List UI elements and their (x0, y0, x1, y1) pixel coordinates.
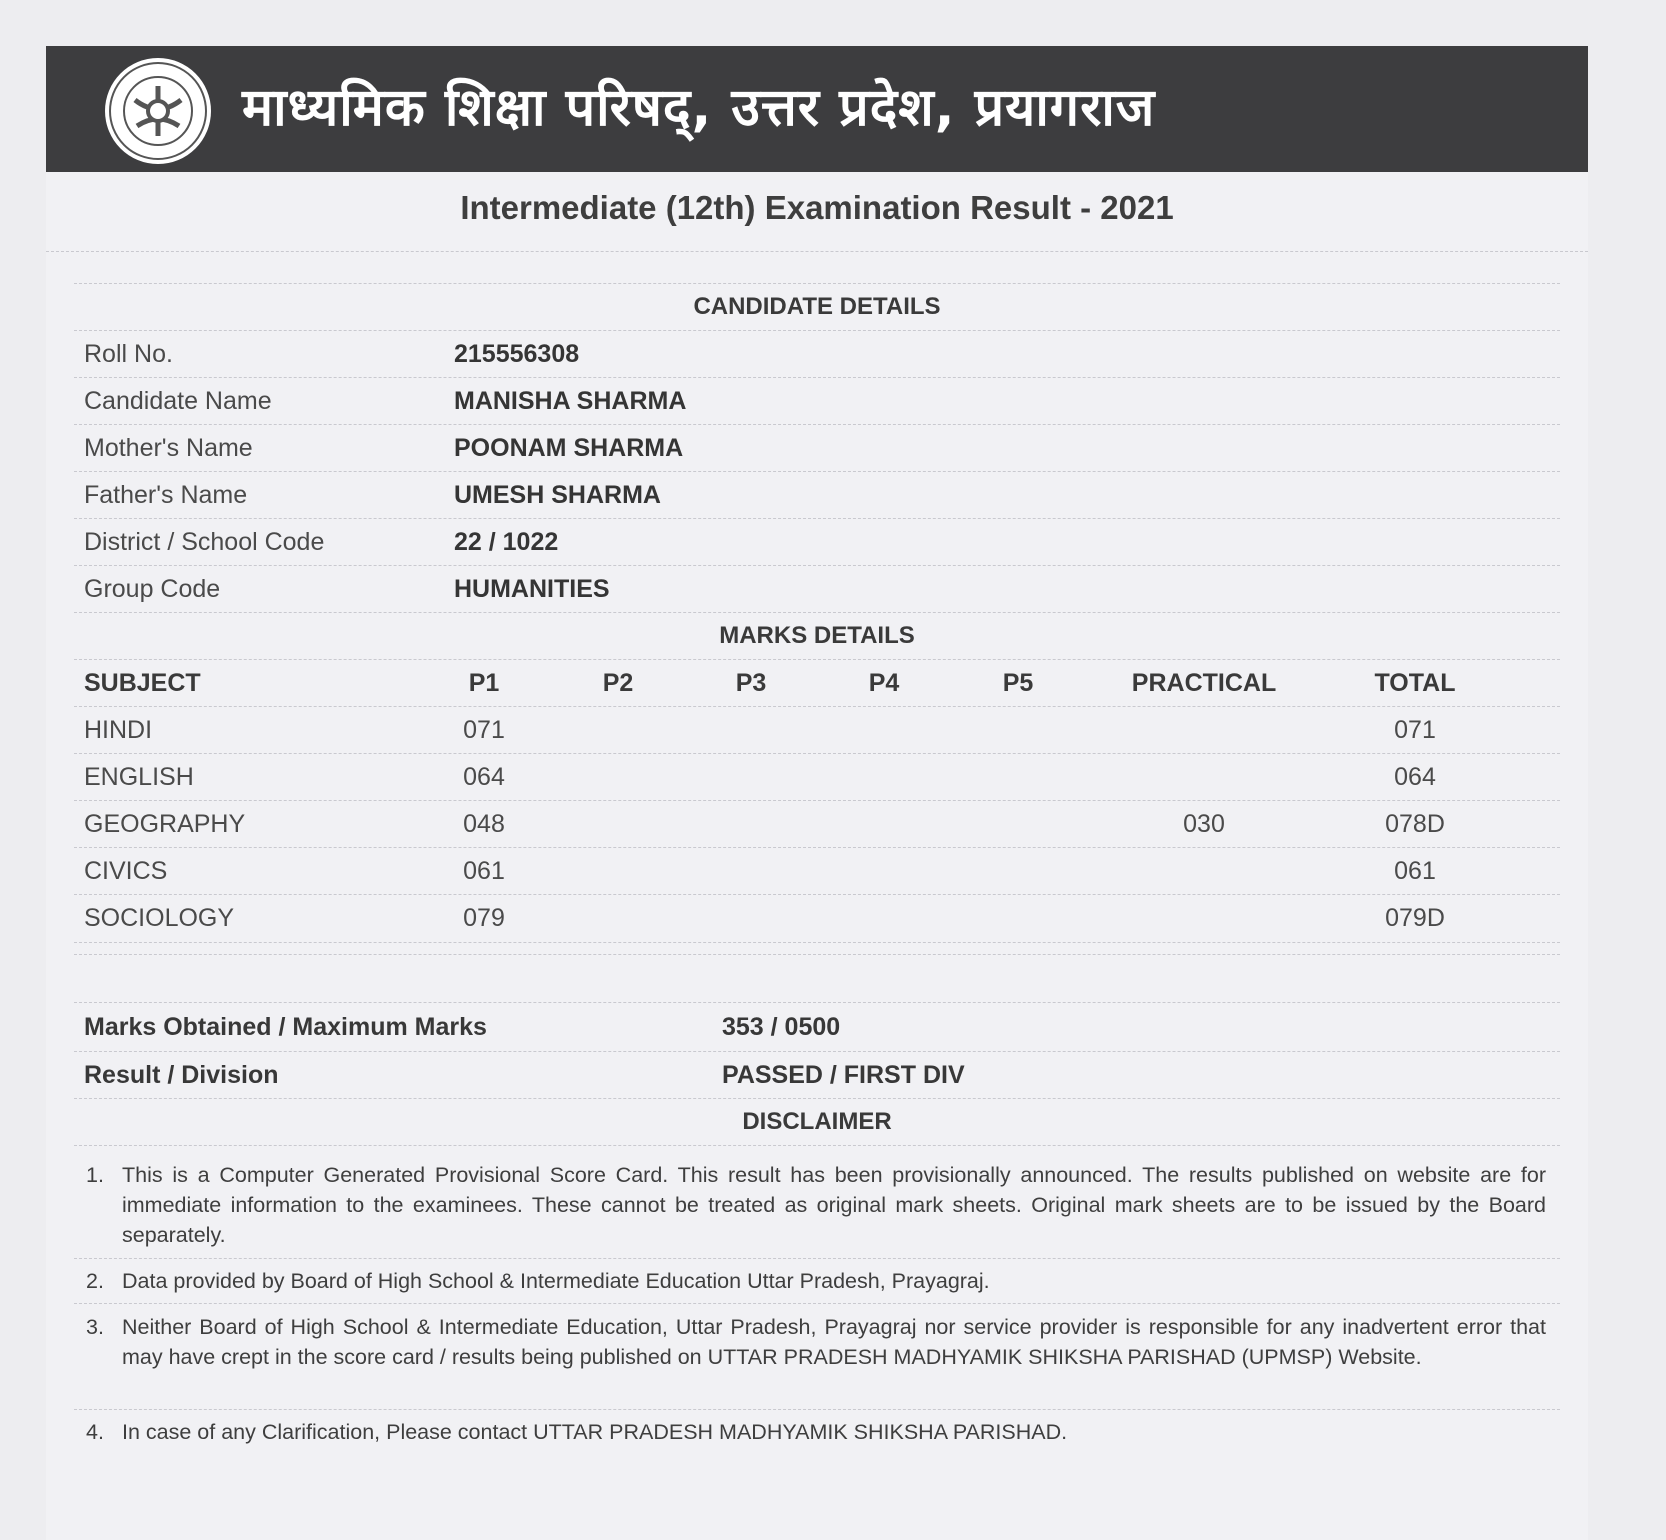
board-seal-icon (103, 56, 213, 166)
group-code-row (74, 566, 1560, 613)
subject-cell: ENGLISH (84, 763, 194, 791)
total-cell: 079D (1385, 904, 1445, 932)
divider (74, 1002, 1560, 1003)
district-school-row (74, 519, 1560, 566)
table-row (74, 707, 1560, 754)
disclaimer-text: Neither Board of High School & Intermediate Education, Uttar Pradesh, Prayagraj nor service provider is responsible for any inadvertent error that may have crept in the score card / results being published on UTTAR PRADESH MADHYAMIK SHIKSHA PARISHAD (UPMSP) Website. (122, 1315, 1546, 1369)
p1-cell: 064 (463, 763, 505, 791)
table-row (74, 754, 1560, 801)
marks-obtained-value: 353 / 0500 (722, 1013, 841, 1041)
disclaimer-item (86, 1160, 1546, 1250)
result-division-row (74, 1052, 1560, 1099)
field-value: 22 / 1022 (454, 528, 559, 556)
exam-title: Intermediate (12th) Examination Result - 2021 (460, 189, 1174, 226)
table-row (74, 848, 1560, 895)
field-value: POONAM SHARMA (454, 434, 684, 462)
field-value: UMESH SHARMA (454, 481, 661, 509)
roll-no-row (74, 331, 1560, 378)
divider (74, 942, 1560, 943)
column-header: PRACTICAL (1131, 669, 1277, 697)
total-cell: 064 (1394, 763, 1436, 791)
column-header: P5 (1002, 669, 1034, 697)
practical-cell: 030 (1183, 810, 1225, 838)
mother-name-row (74, 425, 1560, 472)
disclaimer-item (86, 1266, 1546, 1296)
column-header: TOTAL (1374, 669, 1456, 697)
field-label: Group Code (84, 575, 221, 603)
field-label: Roll No. (84, 340, 173, 368)
p1-cell: 061 (463, 857, 505, 885)
divider (74, 1409, 1560, 1410)
divider (74, 954, 1560, 955)
result-value: PASSED / FIRST DIV (722, 1061, 965, 1089)
field-value: 215556308 (454, 340, 580, 368)
field-label: Candidate Name (84, 387, 272, 415)
divider (74, 1303, 1560, 1304)
marks-obtained-label: Marks Obtained / Maximum Marks (84, 1013, 487, 1041)
p1-cell: 071 (463, 716, 505, 744)
field-label: District / School Code (84, 528, 325, 556)
field-label: Mother's Name (84, 434, 253, 462)
p1-cell: 079 (463, 904, 505, 932)
total-cell: 078D (1385, 810, 1445, 838)
disclaimer-number: 2. (86, 1269, 104, 1293)
table-row (74, 801, 1560, 848)
marks-summary-row (74, 1004, 1560, 1051)
candidate-section-title: CANDIDATE DETAILS (693, 293, 941, 320)
divider (46, 251, 1588, 252)
disclaimer-number: 3. (86, 1315, 104, 1339)
total-cell: 061 (1394, 857, 1436, 885)
p1-cell: 048 (463, 810, 505, 838)
disclaimer-text: In case of any Clarification, Please contact UTTAR PRADESH MADHYAMIK SHIKSHA PARISHAD. (122, 1420, 1068, 1444)
divider (74, 1258, 1560, 1259)
marks-header-row (74, 660, 1560, 707)
total-cell: 071 (1394, 716, 1436, 744)
subject-cell: CIVICS (84, 857, 168, 885)
candidate-name-row (74, 378, 1560, 425)
column-header: SUBJECT (84, 669, 201, 697)
table-row (74, 895, 1560, 942)
column-header: P1 (468, 669, 500, 697)
disclaimer-number: 4. (86, 1420, 104, 1444)
field-label: Father's Name (84, 481, 248, 509)
disclaimer-title: DISCLAIMER (742, 1108, 892, 1135)
result-label: Result / Division (84, 1061, 279, 1089)
subject-cell: HINDI (84, 716, 153, 744)
column-header: P2 (602, 669, 634, 697)
subject-cell: GEOGRAPHY (84, 810, 246, 838)
subject-cell: SOCIOLOGY (84, 904, 235, 932)
disclaimer-item (86, 1312, 1546, 1372)
disclaimer-text: This is a Computer Generated Provisional Score Card. This result has been provisionally announced. The results published on website are for immediate information to the examinees. These cannot be treated as original mark sheets. Original mark sheets are to be issued by the Board separately. (122, 1163, 1546, 1247)
field-value: MANISHA SHARMA (454, 387, 687, 415)
column-header: P3 (735, 669, 767, 697)
column-header: P4 (868, 669, 900, 697)
marks-section-title: MARKS DETAILS (719, 622, 915, 649)
father-name-row (74, 472, 1560, 519)
disclaimer-item (86, 1417, 1546, 1447)
board-title: माध्यमिक शिक्षा परिषद्, उत्तर प्रदेश, प्रयागराज (242, 78, 1156, 138)
field-value: HUMANITIES (454, 575, 610, 603)
disclaimer-text: Data provided by Board of High School & Intermediate Education Uttar Pradesh, Prayagraj. (122, 1269, 990, 1293)
disclaimer-number: 1. (86, 1163, 104, 1187)
divider (74, 1145, 1560, 1146)
